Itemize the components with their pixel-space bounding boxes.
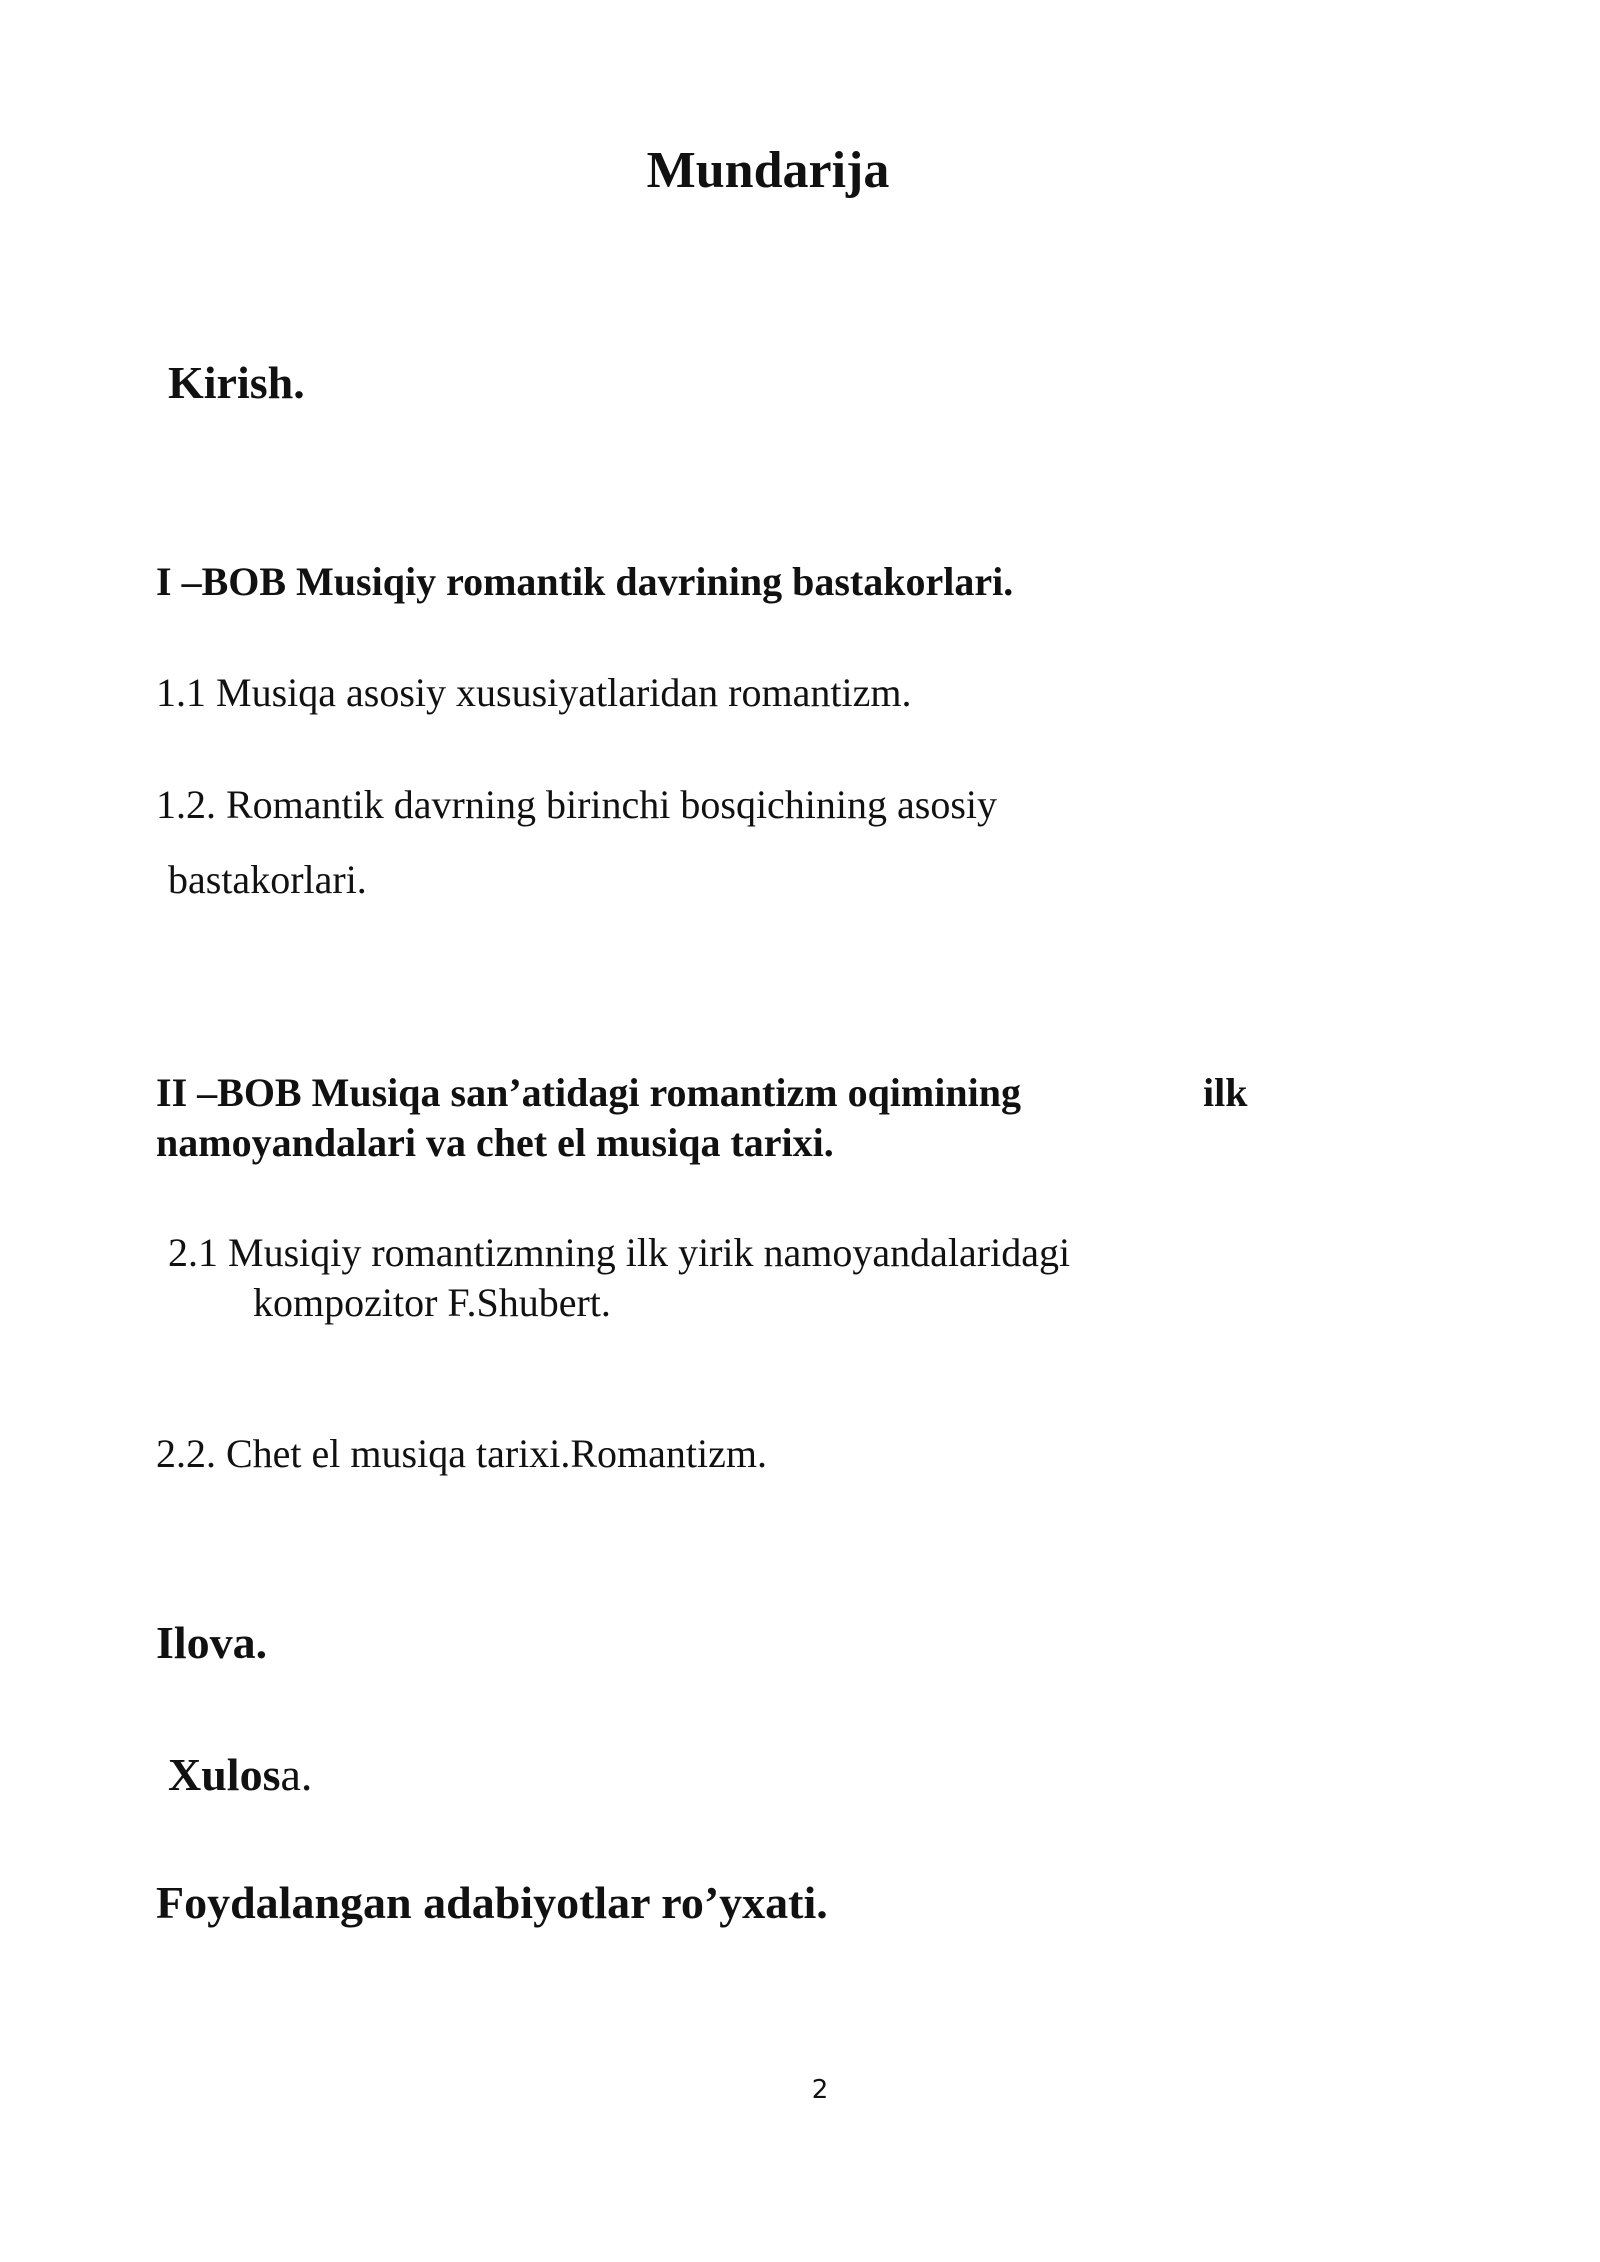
toc-item-1-1: 1.1 Musiqa asosiy xususiyatlaridan romantizm.: [156, 670, 912, 715]
toc-conclusion: [168, 1749, 313, 1800]
toc-appendix: Ilova.: [156, 1617, 268, 1668]
toc-references: Foydalangan adabiyotlar ro’yxati.: [156, 1877, 828, 1928]
page-title: Mundarija: [646, 142, 890, 199]
toc-chapter2-heading-line1: II –BOB Musiqa san’atidagi romantizm oqimining: [156, 1070, 1021, 1115]
toc-chapter1-heading: I –BOB Musiqiy romantik davrining bastakorlari.: [156, 559, 1014, 604]
toc-item-2-1-line1: 2.1 Musiqiy romantizmning ilk yirik namoyandalaridagi: [168, 1230, 1071, 1275]
toc-intro: Kirish.: [168, 357, 305, 408]
toc-item-2-1-line2: kompozitor F.Shubert.: [253, 1280, 611, 1325]
toc-item-2-2: 2.2. Chet el musiqa tarixi.Romantizm.: [156, 1431, 768, 1476]
toc-item-1-2-line2: bastakorlari.: [168, 857, 367, 902]
toc-chapter2-heading-line1-end: ilk: [1203, 1070, 1248, 1115]
toc-conclusion-bold: Xulos: [168, 1749, 281, 1800]
toc-conclusion-rest: a.: [280, 1749, 313, 1800]
toc-chapter2-heading-line2: namoyandalari va chet el musiqa tarixi.: [156, 1120, 834, 1165]
toc-item-1-2-line1: 1.2. Romantik davrning birinchi bosqichining asosiy: [156, 782, 998, 827]
page-number: 2: [811, 2075, 829, 2105]
